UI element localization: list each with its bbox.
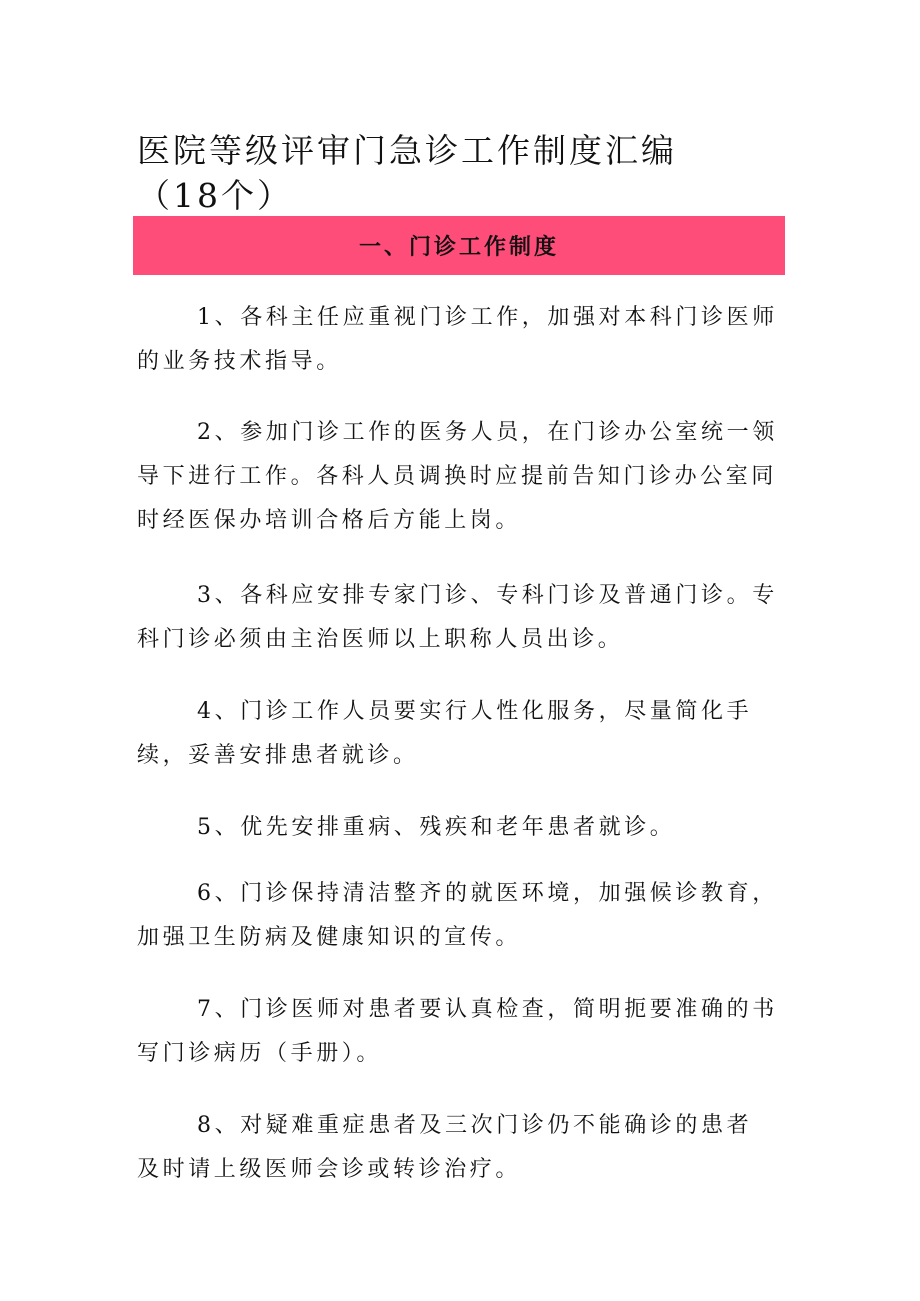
paragraph-8-line-1: 8、对疑难重症患者及三次门诊仍不能确诊的患者 (197, 1113, 753, 1138)
paragraph-4: 4、门诊工作人员要实行人性化服务，尽量简化手续，妥善安排患者就诊。 (137, 699, 753, 768)
paragraph-3: 3、各科应安排专家门诊、专科门诊及普通门诊。专科门诊必须由主治医师以上职称人员出诊。 (137, 583, 778, 652)
section-heading-banner (133, 216, 785, 275)
paragraph-1: 1、各科主任应重视门诊工作，加强对本科门诊医师的业务技术指导。 (137, 305, 778, 374)
paragraph-5: 5、优先安排重病、残疾和老年患者就诊。 (197, 815, 676, 840)
paragraph-6: 6、门诊保持清洁整齐的就医环境，加强候诊教育，加强卫生防病及健康知识的宣传。 (137, 881, 778, 950)
paragraph-7: 7、门诊医师对患者要认真检查，简明扼要准确的书写门诊病历（手册）。 (137, 997, 778, 1066)
section-heading: 一、门诊工作制度 (358, 235, 559, 260)
paragraph-8-line-2: 及时请上级医师会诊或转诊治疗。 (137, 1157, 522, 1182)
paragraph-2: 2、参加门诊工作的医务人员，在门诊办公室统一领导下进行工作。各科人员调换时应提前告知门诊办公室同时经医保办培训合格后方能上岗。 (137, 420, 778, 533)
document-title: 医院等级评审门急诊工作制度汇编（18个） (137, 131, 677, 215)
paragraph-8 (137, 1104, 789, 1192)
